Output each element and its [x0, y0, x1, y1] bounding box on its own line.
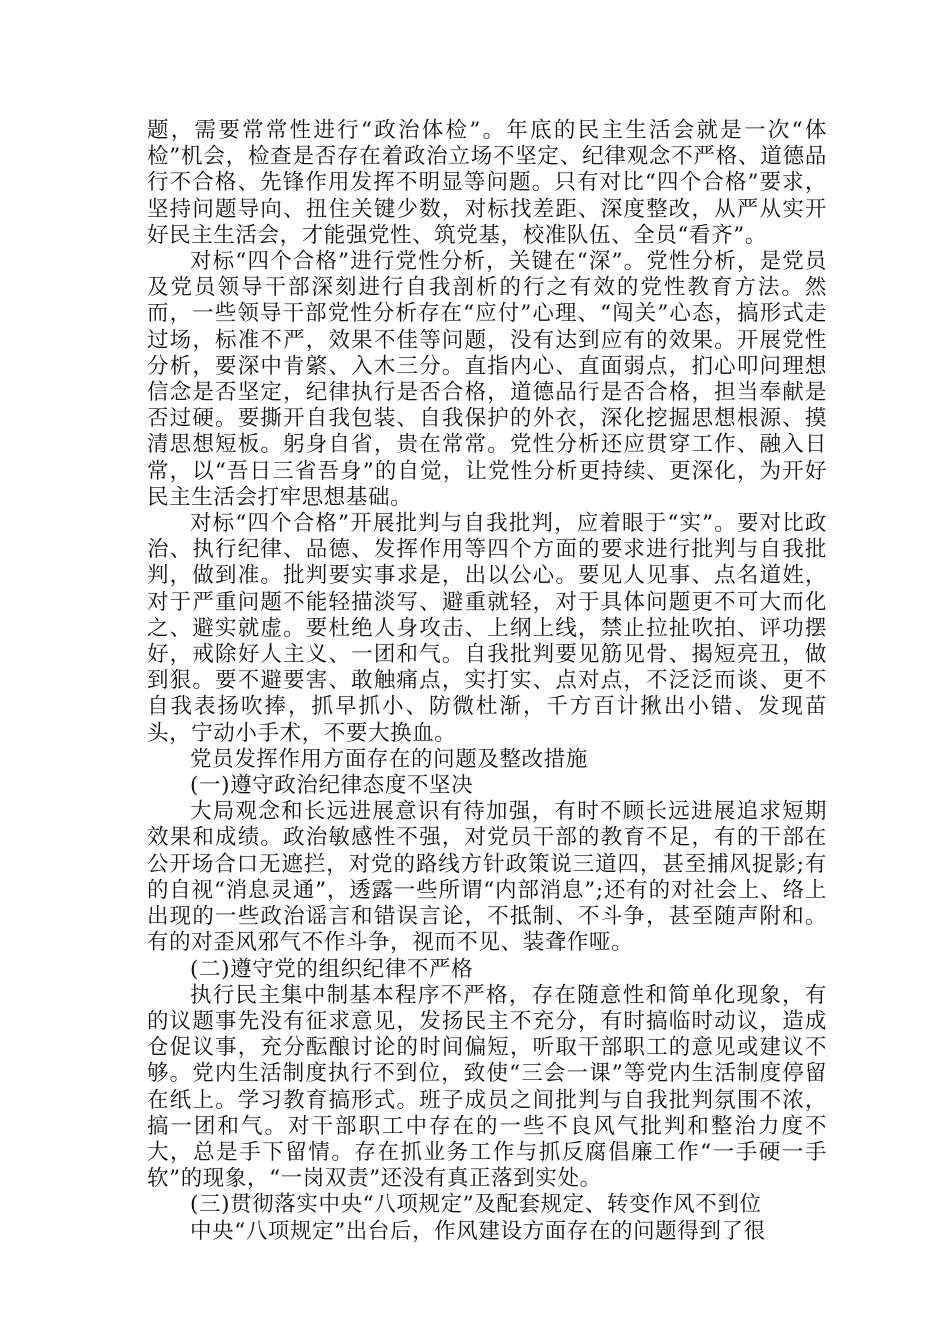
subheading-organizational-discipline: (二)遵守党的组织纪律不严格: [190, 956, 474, 982]
paragraph-eight-regulations: 中央“八项规定”出台后，作风建设方面存在的问题得到了很: [190, 1218, 766, 1244]
subheading-eight-regulations: (三)贯彻落实中央“八项规定”及配套规定、转变作风不到位: [190, 1192, 762, 1218]
paragraph-organizational-discipline: 执行民主集中制基本程序不严格，存在随意性和简单化现象，有的议题事先没有征求意见，发扬民主不充分，有时搞临时动议，造成仓促议事，充分酝酿讨论的时间偏短，听取干部职工的意见或建议不够。党内生活制度执行不到位，致使“三会一课”等党内生活制度停留在纸上。学习教育搞形式。班子成员之间批判与自我批判氛围不浓，搞一团和气。对干部职工中存在的一些不良风气批判和整治力度不大，总是手下留情。存在抓业务工作与抓反腐倡廉工作“一手硬一手软”的现象，“一岗双责”还没有真正落到实处。: [147, 982, 827, 1192]
section-heading-problems: 党员发挥作用方面存在的问题及整改措施: [190, 746, 588, 772]
paragraph-criticism: 对标“四个合格”开展批判与自我批判，应着眼于“实”。要对比政治、执行纪律、品德、发挥作用等四个方面的要求进行批判与自我批判，做到准。批判要实事求是，出以公心。要见人见事、点名道姓，对于严重问题不能轻描淡写、避重就轻，对于具体问题更不可大而化之、避实就虚。要杜绝人身攻击、上纲上线，禁止拉扯吹拍、评功摆好，戒除好人主义、一团和气。自我批判要见筋见骨、揭短亮丑，做到狠。要不避要害、敢触痛点，实打实、点对点，不泛泛而谈、更不自我表扬吹捧，抓早抓小、防微杜渐，千方百计揪出小错、发现苗头，宁动小手术，不要大换血。: [147, 511, 827, 746]
document-page: [147, 118, 827, 1245]
paragraph-political-discipline: 大局观念和长远进展意识有待加强，有时不顾长远进展追求短期效果和成绩。政治敏感性不强，对党员干部的教育不足，有的干部在公开场合口无遮拦，对党的路线方针政策说三道四，甚至捕风捉影;有的自视“消息灵通”，透露一些所谓“内部消息”;还有的对社会上、络上出现的一些政治谣言和错误言论，不抵制、不斗争，甚至随声附和。有的对歪风邪气不作斗争，视而不见、装聋作哑。: [147, 799, 827, 956]
paragraph-party-analysis: 对标“四个合格”进行党性分析，关键在“深”。党性分析，是党员及党员领导干部深刻进行自我剖析的行之有效的党性教育方法。然而，一些领导干部党性分析存在“应付”心理、“闯关”心态，搞形式走过场，标准不严，效果不佳等问题，没有达到应有的效果。开展党性分析，要深中肯綮、入木三分。直指内心、直面弱点，扪心叩问理想信念是否坚定，纪律执行是否合格，道德品行是否合格，担当奉献是否过硬。要撕开自我包装、自我保护的外衣，深化挖掘思想根源、摸清思想短板。躬身自省，贵在常常。党性分析还应贯穿工作、融入日常，以“吾日三省吾身”的自觉，让党性分析更持续、更深化，为开好民主生活会打牢思想基础。: [147, 249, 827, 510]
paragraph-political-checkup: 题，需要常常性进行“政治体检”。年底的民主生活会就是一次“体检”机会，检查是否存在着政治立场不坚定、纪律观念不严格、道德品行不合格、先锋作用发挥不明显等问题。只有对比“四个合格”要求，坚持问题导向、扭住关键少数，对标找差距、深度整改，从严从实开好民主生活会，才能强党性、筑党基，校准队伍、全员“看齐”。: [147, 118, 827, 248]
subheading-political-discipline: (一)遵守政治纪律态度不坚决: [190, 773, 474, 799]
